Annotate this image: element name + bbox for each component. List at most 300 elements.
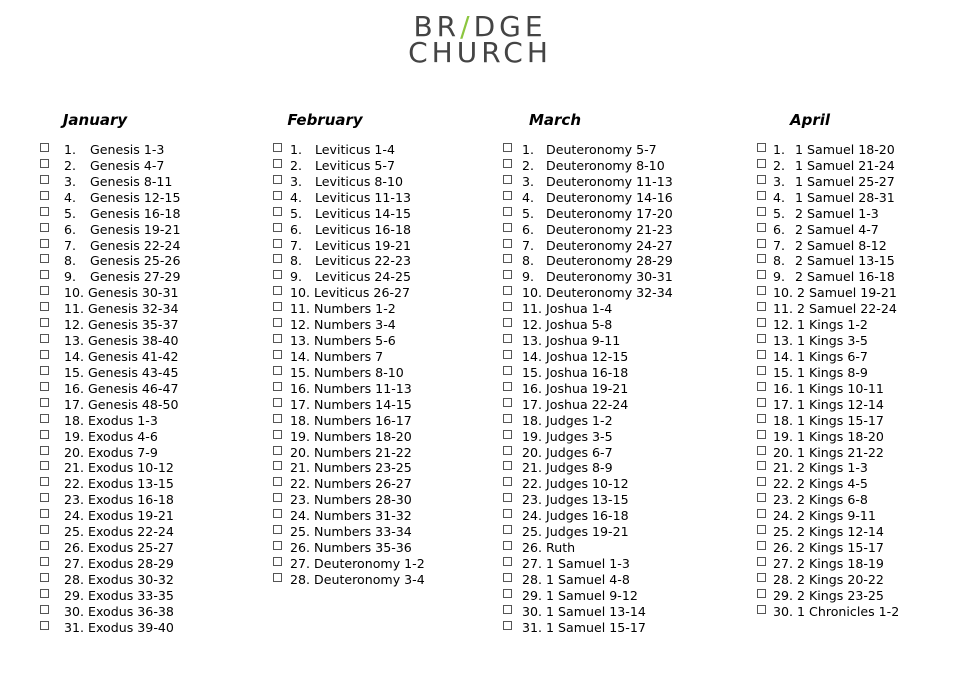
reading-checkbox[interactable] xyxy=(503,573,512,582)
reading-checkbox[interactable] xyxy=(757,223,766,232)
reading-checkbox[interactable] xyxy=(757,414,766,423)
checkbox-cell xyxy=(503,333,522,349)
reading-passage: 1 Samuel 25-27 xyxy=(795,173,895,189)
reading-number: 30. xyxy=(522,603,543,619)
reading-checkbox[interactable] xyxy=(40,509,49,518)
reading-checkbox[interactable] xyxy=(40,175,49,184)
reading-number: 28. xyxy=(773,571,794,587)
reading-checkbox[interactable] xyxy=(273,350,282,359)
reading-number: 25. xyxy=(290,524,311,540)
reading-checkbox[interactable] xyxy=(503,191,512,200)
checkbox-cell xyxy=(273,445,290,461)
reading-checkbox[interactable] xyxy=(40,430,49,439)
reading-checkbox[interactable] xyxy=(503,318,512,327)
checkbox-cell xyxy=(757,429,773,445)
reading-checkbox[interactable] xyxy=(757,509,766,518)
reading-number: 8. xyxy=(773,253,786,269)
reading-list xyxy=(40,142,180,636)
reading-checkbox[interactable] xyxy=(757,334,766,343)
reading-checkbox[interactable] xyxy=(503,509,512,518)
checkbox-cell xyxy=(757,349,773,365)
reading-item xyxy=(503,604,673,620)
reading-passage: 1 Kings 12-14 xyxy=(797,396,884,412)
reading-number: 10. xyxy=(290,285,311,301)
reading-checkbox[interactable] xyxy=(40,573,49,582)
reading-checkbox[interactable] xyxy=(40,286,49,295)
reading-checkbox[interactable] xyxy=(40,557,49,566)
reading-number: 2. xyxy=(64,157,77,173)
reading-number: 1. xyxy=(522,142,535,157)
reading-passage: Joshua 12-15 xyxy=(546,348,629,364)
checkbox-cell xyxy=(273,381,290,397)
reading-passage: Genesis 38-40 xyxy=(88,333,179,349)
reading-checkbox[interactable] xyxy=(273,334,282,343)
reading-item xyxy=(273,317,425,333)
checkbox-cell xyxy=(757,174,773,190)
reading-number: 10. xyxy=(64,285,85,301)
reading-number: 4. xyxy=(773,189,786,205)
reading-checkbox[interactable] xyxy=(757,557,766,566)
reading-number: 18. xyxy=(522,412,543,428)
reading-number: 24. xyxy=(64,508,85,524)
reading-number: 12. xyxy=(522,317,543,333)
reading-item xyxy=(40,445,180,461)
reading-list xyxy=(503,142,673,636)
reading-checkbox[interactable] xyxy=(503,621,512,630)
checkbox-cell xyxy=(757,158,773,174)
reading-checkbox[interactable] xyxy=(273,525,282,534)
reading-passage: Genesis 22-24 xyxy=(90,237,181,253)
reading-passage: Leviticus 14-15 xyxy=(315,205,411,221)
reading-number: 22. xyxy=(64,476,85,492)
reading-item xyxy=(273,206,425,222)
reading-number: 12. xyxy=(64,317,85,333)
checkbox-cell xyxy=(503,476,522,492)
checkbox-cell xyxy=(40,142,64,158)
reading-checkbox[interactable] xyxy=(273,366,282,375)
reading-item xyxy=(273,222,425,238)
reading-checkbox[interactable] xyxy=(40,191,49,200)
reading-checkbox[interactable] xyxy=(757,430,766,439)
reading-checkbox[interactable] xyxy=(40,270,49,279)
checkbox-cell xyxy=(40,253,64,269)
reading-item xyxy=(273,365,425,381)
reading-checkbox[interactable] xyxy=(40,541,49,550)
reading-checkbox[interactable] xyxy=(503,605,512,614)
reading-item xyxy=(273,253,425,269)
reading-item xyxy=(40,429,180,445)
reading-item xyxy=(273,142,425,158)
reading-passage: 2 Samuel 19-21 xyxy=(797,285,897,301)
reading-passage: Genesis 8-11 xyxy=(90,173,173,189)
reading-item xyxy=(503,317,673,333)
reading-checkbox[interactable] xyxy=(503,270,512,279)
reading-passage: Deuteronomy 32-34 xyxy=(546,285,673,301)
reading-item xyxy=(273,508,425,524)
reading-checkbox[interactable] xyxy=(503,398,512,407)
reading-item xyxy=(757,222,899,238)
reading-passage: Joshua 5-8 xyxy=(546,317,613,333)
reading-number: 5. xyxy=(522,205,535,221)
reading-passage: 2 Samuel 13-15 xyxy=(795,253,895,269)
reading-list xyxy=(273,142,425,588)
reading-checkbox[interactable] xyxy=(273,541,282,550)
reading-number: 4. xyxy=(290,189,303,205)
church-logo xyxy=(0,10,960,69)
reading-number: 7. xyxy=(522,237,535,253)
reading-item xyxy=(40,413,180,429)
reading-passage: Leviticus 11-13 xyxy=(315,189,411,205)
reading-item xyxy=(503,460,673,476)
reading-number: 21. xyxy=(64,460,85,476)
reading-passage: Genesis 35-37 xyxy=(88,317,179,333)
checkbox-cell xyxy=(503,397,522,413)
reading-checkbox[interactable] xyxy=(40,334,49,343)
reading-number: 29. xyxy=(522,587,543,603)
reading-checkbox[interactable] xyxy=(757,446,766,455)
reading-checkbox[interactable] xyxy=(273,143,282,152)
reading-checkbox[interactable] xyxy=(757,302,766,311)
checkbox-cell xyxy=(273,238,290,254)
reading-checkbox[interactable] xyxy=(503,446,512,455)
reading-number: 21. xyxy=(773,460,794,476)
reading-item xyxy=(273,445,425,461)
reading-passage: 1 Kings 18-20 xyxy=(797,428,884,444)
reading-item xyxy=(40,269,180,285)
reading-checkbox[interactable] xyxy=(273,159,282,168)
reading-number: 2. xyxy=(773,157,786,173)
reading-item xyxy=(503,540,673,556)
checkbox-cell xyxy=(273,206,290,222)
reading-checkbox[interactable] xyxy=(40,366,49,375)
reading-checkbox[interactable] xyxy=(503,382,512,391)
reading-checkbox[interactable] xyxy=(757,239,766,248)
reading-number: 2. xyxy=(522,157,535,173)
reading-checkbox[interactable] xyxy=(503,239,512,248)
reading-checkbox[interactable] xyxy=(503,430,512,439)
reading-passage: Judges 10-12 xyxy=(546,476,629,492)
reading-item xyxy=(503,142,673,158)
reading-passage: Deuteronomy 5-7 xyxy=(546,142,657,157)
checkbox-cell xyxy=(273,460,290,476)
reading-checkbox[interactable] xyxy=(757,573,766,582)
reading-passage: 1 Kings 1-2 xyxy=(797,317,868,333)
checkbox-cell xyxy=(40,588,64,604)
reading-checkbox[interactable] xyxy=(757,159,766,168)
reading-number: 24. xyxy=(290,508,311,524)
reading-checkbox[interactable] xyxy=(273,223,282,232)
checkbox-cell xyxy=(273,285,290,301)
reading-checkbox[interactable] xyxy=(40,461,49,470)
reading-checkbox[interactable] xyxy=(757,493,766,502)
checkbox-cell xyxy=(273,253,290,269)
reading-passage: Genesis 30-31 xyxy=(88,285,179,301)
checkbox-cell xyxy=(503,301,522,317)
reading-passage: 1 Kings 3-5 xyxy=(797,333,868,349)
reading-passage: Exodus 16-18 xyxy=(88,492,174,508)
reading-passage: Genesis 43-45 xyxy=(88,364,179,380)
reading-item xyxy=(273,524,425,540)
reading-checkbox[interactable] xyxy=(503,175,512,184)
reading-checkbox[interactable] xyxy=(757,270,766,279)
reading-passage: 2 Samuel 16-18 xyxy=(795,269,895,285)
reading-item xyxy=(40,397,180,413)
reading-checkbox[interactable] xyxy=(273,207,282,216)
checkbox-cell xyxy=(40,540,64,556)
reading-checkbox[interactable] xyxy=(40,350,49,359)
reading-checkbox[interactable] xyxy=(503,477,512,486)
checkbox-cell xyxy=(757,413,773,429)
reading-item xyxy=(503,238,673,254)
reading-item xyxy=(757,349,899,365)
checkbox-cell xyxy=(503,588,522,604)
reading-item xyxy=(40,588,180,604)
reading-checkbox[interactable] xyxy=(40,605,49,614)
reading-passage: Judges 3-5 xyxy=(546,428,613,444)
reading-checkbox[interactable] xyxy=(40,207,49,216)
reading-passage: Exodus 30-32 xyxy=(88,571,174,587)
checkbox-cell xyxy=(40,381,64,397)
reading-number: 6. xyxy=(290,221,303,237)
reading-checkbox[interactable] xyxy=(503,159,512,168)
reading-number: 28. xyxy=(522,571,543,587)
checkbox-cell xyxy=(503,238,522,254)
reading-checkbox[interactable] xyxy=(273,254,282,263)
reading-item xyxy=(40,460,180,476)
reading-checkbox[interactable] xyxy=(40,239,49,248)
reading-checkbox[interactable] xyxy=(757,525,766,534)
reading-passage: Genesis 16-18 xyxy=(90,205,181,221)
logo-text-br: BR xyxy=(413,10,461,43)
reading-checkbox[interactable] xyxy=(503,207,512,216)
reading-checkbox[interactable] xyxy=(273,270,282,279)
reading-item xyxy=(757,365,899,381)
reading-checkbox[interactable] xyxy=(273,239,282,248)
reading-passage: 1 Samuel 1-3 xyxy=(546,555,630,571)
checkbox-cell xyxy=(40,190,64,206)
reading-passage: Deuteronomy 14-16 xyxy=(546,189,673,205)
reading-item xyxy=(40,556,180,572)
reading-checkbox[interactable] xyxy=(503,557,512,566)
reading-passage: Leviticus 1-4 xyxy=(315,142,395,157)
reading-checkbox[interactable] xyxy=(757,191,766,200)
reading-passage: Deuteronomy 28-29 xyxy=(546,253,673,269)
reading-checkbox[interactable] xyxy=(40,589,49,598)
reading-item xyxy=(757,572,899,588)
checkbox-cell xyxy=(757,301,773,317)
reading-item xyxy=(40,620,180,636)
reading-item xyxy=(40,604,180,620)
checkbox-cell xyxy=(503,222,522,238)
reading-number: 8. xyxy=(522,253,535,269)
reading-number: 18. xyxy=(773,412,794,428)
reading-number: 9. xyxy=(64,269,77,285)
reading-checkbox[interactable] xyxy=(40,414,49,423)
reading-item xyxy=(757,460,899,476)
reading-checkbox[interactable] xyxy=(757,143,766,152)
reading-checkbox[interactable] xyxy=(757,461,766,470)
reading-checkbox[interactable] xyxy=(273,477,282,486)
checkbox-cell xyxy=(273,333,290,349)
checkbox-cell xyxy=(40,365,64,381)
reading-number: 25. xyxy=(64,524,85,540)
reading-checkbox[interactable] xyxy=(503,223,512,232)
reading-passage: Genesis 27-29 xyxy=(90,269,181,285)
reading-checkbox[interactable] xyxy=(273,461,282,470)
reading-checkbox[interactable] xyxy=(503,302,512,311)
checkbox-cell xyxy=(40,301,64,317)
reading-number: 24. xyxy=(773,508,794,524)
reading-passage: 1 Kings 10-11 xyxy=(797,380,884,396)
reading-checkbox[interactable] xyxy=(757,589,766,598)
reading-checkbox[interactable] xyxy=(40,398,49,407)
reading-number: 2. xyxy=(290,157,303,173)
reading-checkbox[interactable] xyxy=(757,605,766,614)
reading-checkbox[interactable] xyxy=(40,493,49,502)
reading-item xyxy=(503,174,673,190)
reading-checkbox[interactable] xyxy=(503,414,512,423)
reading-item xyxy=(40,572,180,588)
reading-checkbox[interactable] xyxy=(40,382,49,391)
reading-checkbox[interactable] xyxy=(273,302,282,311)
reading-checkbox[interactable] xyxy=(503,589,512,598)
reading-checkbox[interactable] xyxy=(40,254,49,263)
reading-item xyxy=(757,429,899,445)
reading-checkbox[interactable] xyxy=(757,175,766,184)
reading-checkbox[interactable] xyxy=(40,223,49,232)
checkbox-cell xyxy=(273,222,290,238)
checkbox-cell xyxy=(757,492,773,508)
reading-checkbox[interactable] xyxy=(757,318,766,327)
reading-passage: Leviticus 8-10 xyxy=(315,173,403,189)
reading-checkbox[interactable] xyxy=(40,143,49,152)
reading-item xyxy=(757,317,899,333)
reading-item xyxy=(273,556,425,572)
checkbox-cell xyxy=(273,349,290,365)
reading-checkbox[interactable] xyxy=(503,525,512,534)
reading-checkbox[interactable] xyxy=(757,477,766,486)
reading-checkbox[interactable] xyxy=(757,398,766,407)
reading-passage: Numbers 26-27 xyxy=(314,476,412,492)
reading-number: 21. xyxy=(290,460,311,476)
reading-checkbox[interactable] xyxy=(273,573,282,582)
checkbox-cell xyxy=(757,253,773,269)
reading-passage: 2 Samuel 1-3 xyxy=(795,205,879,221)
reading-number: 3. xyxy=(290,173,303,189)
reading-passage: 2 Kings 23-25 xyxy=(797,587,884,603)
reading-number: 23. xyxy=(290,492,311,508)
reading-item xyxy=(503,301,673,317)
reading-checkbox[interactable] xyxy=(273,318,282,327)
reading-checkbox[interactable] xyxy=(757,541,766,550)
reading-checkbox[interactable] xyxy=(273,398,282,407)
reading-passage: 1 Samuel 21-24 xyxy=(795,157,895,173)
reading-passage: Genesis 4-7 xyxy=(90,157,165,173)
reading-item xyxy=(503,445,673,461)
reading-number: 3. xyxy=(773,173,786,189)
reading-checkbox[interactable] xyxy=(273,509,282,518)
reading-checkbox[interactable] xyxy=(273,557,282,566)
reading-checkbox[interactable] xyxy=(503,143,512,152)
reading-number: 17. xyxy=(290,396,311,412)
reading-checkbox[interactable] xyxy=(503,350,512,359)
reading-checkbox[interactable] xyxy=(503,366,512,375)
reading-passage: Exodus 39-40 xyxy=(88,619,174,635)
reading-checkbox[interactable] xyxy=(273,430,282,439)
reading-checkbox[interactable] xyxy=(273,414,282,423)
reading-number: 8. xyxy=(64,253,77,269)
checkbox-cell xyxy=(757,142,773,158)
reading-item xyxy=(503,206,673,222)
checkbox-cell xyxy=(503,190,522,206)
reading-checkbox[interactable] xyxy=(503,461,512,470)
reading-item xyxy=(503,476,673,492)
reading-checkbox[interactable] xyxy=(503,286,512,295)
checkbox-cell xyxy=(40,620,64,636)
reading-item xyxy=(273,572,425,588)
reading-checkbox[interactable] xyxy=(757,366,766,375)
reading-checkbox[interactable] xyxy=(40,477,49,486)
reading-checkbox[interactable] xyxy=(503,493,512,502)
reading-checkbox[interactable] xyxy=(273,191,282,200)
reading-checkbox[interactable] xyxy=(40,525,49,534)
reading-passage: Exodus 22-24 xyxy=(88,524,174,540)
reading-item xyxy=(40,365,180,381)
checkbox-cell xyxy=(273,158,290,174)
reading-passage: Genesis 12-15 xyxy=(90,189,181,205)
reading-item xyxy=(40,238,180,254)
reading-checkbox[interactable] xyxy=(273,446,282,455)
checkbox-cell xyxy=(503,269,522,285)
reading-item xyxy=(273,381,425,397)
reading-checkbox[interactable] xyxy=(273,286,282,295)
reading-passage: Exodus 36-38 xyxy=(88,603,174,619)
reading-item xyxy=(757,158,899,174)
checkbox-cell xyxy=(503,445,522,461)
reading-number: 9. xyxy=(522,269,535,285)
reading-passage: Genesis 46-47 xyxy=(88,380,179,396)
reading-checkbox[interactable] xyxy=(503,541,512,550)
checkbox-cell xyxy=(757,381,773,397)
checkbox-cell xyxy=(757,508,773,524)
reading-number: 30. xyxy=(773,603,794,619)
reading-checkbox[interactable] xyxy=(503,334,512,343)
reading-checkbox[interactable] xyxy=(757,254,766,263)
reading-passage: Ruth xyxy=(546,540,576,556)
reading-checkbox[interactable] xyxy=(757,286,766,295)
reading-number: 12. xyxy=(773,317,794,333)
reading-item xyxy=(503,413,673,429)
reading-checkbox[interactable] xyxy=(757,350,766,359)
reading-checkbox[interactable] xyxy=(273,382,282,391)
reading-checkbox[interactable] xyxy=(40,318,49,327)
checkbox-cell xyxy=(273,301,290,317)
reading-checkbox[interactable] xyxy=(40,621,49,630)
reading-item xyxy=(40,476,180,492)
checkbox-cell xyxy=(503,381,522,397)
reading-checkbox[interactable] xyxy=(757,207,766,216)
reading-checkbox[interactable] xyxy=(40,446,49,455)
checkbox-cell xyxy=(40,238,64,254)
reading-checkbox[interactable] xyxy=(503,254,512,263)
reading-checkbox[interactable] xyxy=(273,175,282,184)
reading-passage: Numbers 23-25 xyxy=(314,460,412,476)
reading-checkbox[interactable] xyxy=(757,382,766,391)
reading-checkbox[interactable] xyxy=(273,493,282,502)
reading-checkbox[interactable] xyxy=(40,159,49,168)
reading-checkbox[interactable] xyxy=(40,302,49,311)
reading-passage: Numbers 35-36 xyxy=(314,540,412,556)
